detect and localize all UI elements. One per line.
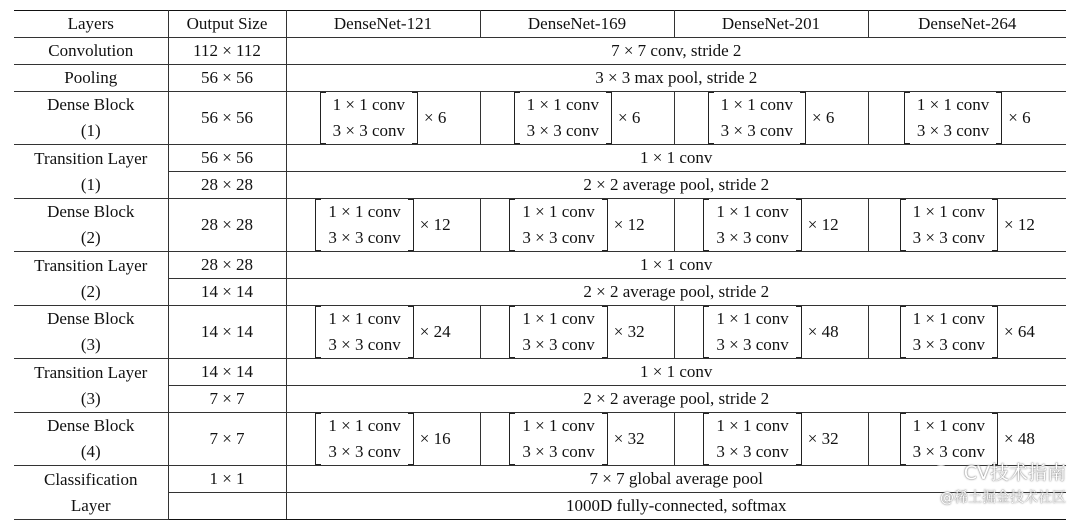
- conv-block: [315, 199, 450, 251]
- conv-bracket: [509, 199, 607, 251]
- conv-3x3: 3 × 3 conv: [522, 228, 595, 247]
- conv-bracket: [900, 306, 998, 358]
- watermark-sub: @稀土掘金技术社区: [940, 490, 1066, 506]
- row-dense-block-2: [14, 199, 1066, 252]
- dense-cell-169: [480, 92, 674, 145]
- conv-3x3: 3 × 3 conv: [716, 335, 789, 354]
- conv-bracket: [703, 199, 801, 251]
- conv-bracket: [514, 92, 612, 144]
- dense-cell-201: [674, 92, 868, 145]
- dense-cell-121: [286, 92, 480, 145]
- dense-cell-169: [480, 413, 674, 466]
- conv-1x1: 1 × 1 conv: [716, 416, 789, 435]
- dense-cell-201: [674, 413, 868, 466]
- conv-3x3: 3 × 3 conv: [912, 335, 986, 354]
- conv-1x1: 1 × 1 conv: [720, 95, 794, 114]
- output-size: [168, 493, 286, 520]
- output-size: 14 × 14: [168, 359, 286, 386]
- dense-cell-121: [286, 199, 480, 252]
- row-classification-b: [14, 493, 1066, 520]
- conv-bracket: [708, 92, 806, 144]
- conv-3x3: 3 × 3 conv: [522, 335, 595, 354]
- operation: 2 × 2 average pool, stride 2: [286, 172, 1066, 199]
- repeat-count: × 32: [613, 322, 645, 341]
- conv-block: [514, 92, 641, 144]
- conv-3x3: 3 × 3 conv: [916, 121, 990, 140]
- conv-block: [509, 199, 644, 251]
- conv-1x1: 1 × 1 conv: [526, 95, 600, 114]
- operation: 7 × 7 global average pool: [286, 466, 1066, 493]
- conv-1x1: 1 × 1 conv: [328, 309, 401, 328]
- repeat-count: × 6: [618, 108, 641, 127]
- repeat-count: × 32: [807, 429, 839, 448]
- repeat-count: × 6: [812, 108, 835, 127]
- conv-block: [315, 413, 450, 465]
- repeat-count: × 16: [419, 429, 451, 448]
- output-size: 28 × 28: [168, 172, 286, 199]
- layer-name: Transition Layer (1): [14, 145, 168, 199]
- header-layers: Layers: [14, 11, 168, 38]
- output-size: 14 × 14: [168, 279, 286, 306]
- operation: 2 × 2 average pool, stride 2: [286, 279, 1066, 306]
- watermark: [930, 458, 1066, 507]
- conv-1x1: 1 × 1 conv: [912, 309, 986, 328]
- repeat-count: × 64: [1004, 322, 1035, 341]
- conv-3x3: 3 × 3 conv: [912, 228, 986, 247]
- row-transition-2a: [14, 252, 1066, 279]
- output-size: 56 × 56: [168, 65, 286, 92]
- output-size: 28 × 28: [168, 199, 286, 252]
- operation: 1 × 1 conv: [286, 359, 1066, 386]
- row-convolution: [14, 38, 1066, 65]
- conv-bracket: [900, 199, 998, 251]
- output-size: 112 × 112: [168, 38, 286, 65]
- conv-block: [703, 306, 838, 358]
- conv-1x1: 1 × 1 conv: [332, 95, 406, 114]
- wechat-logo-icon: [930, 464, 960, 484]
- conv-3x3: 3 × 3 conv: [716, 442, 789, 461]
- repeat-count: × 24: [419, 322, 451, 341]
- output-size: 7 × 7: [168, 386, 286, 413]
- conv-3x3: 3 × 3 conv: [522, 442, 595, 461]
- conv-1x1: 1 × 1 conv: [522, 416, 595, 435]
- conv-bracket: [904, 92, 1002, 144]
- operation: 1 × 1 conv: [286, 252, 1066, 279]
- operation: 3 × 3 max pool, stride 2: [286, 65, 1066, 92]
- layer-name: Dense Block (2): [14, 199, 168, 252]
- repeat-count: × 48: [1004, 429, 1035, 448]
- conv-3x3: 3 × 3 conv: [720, 121, 794, 140]
- row-pooling: [14, 65, 1066, 92]
- header-densenet-201: DenseNet-201: [674, 11, 868, 38]
- conv-3x3: 3 × 3 conv: [328, 228, 401, 247]
- output-size: 28 × 28: [168, 252, 286, 279]
- dense-cell-264: [868, 199, 1066, 252]
- header-row: [14, 11, 1066, 38]
- row-transition-3b: [14, 386, 1066, 413]
- layer-name: Dense Block (3): [14, 306, 168, 359]
- conv-bracket: [315, 306, 413, 358]
- repeat-count: × 6: [424, 108, 447, 127]
- header-densenet-121: DenseNet-121: [286, 11, 480, 38]
- output-size: 56 × 56: [168, 145, 286, 172]
- output-size: 7 × 7: [168, 413, 286, 466]
- conv-block: [315, 306, 450, 358]
- dense-cell-201: [674, 306, 868, 359]
- row-transition-1b: [14, 172, 1066, 199]
- output-size: 1 × 1: [168, 466, 286, 493]
- conv-block: [904, 92, 1031, 144]
- layer-name: Dense Block (4): [14, 413, 168, 466]
- layer-name: Pooling: [14, 65, 168, 92]
- conv-block: [320, 92, 447, 144]
- conv-3x3: 3 × 3 conv: [912, 442, 986, 461]
- conv-block: [900, 306, 1035, 358]
- conv-3x3: 3 × 3 conv: [332, 121, 406, 140]
- repeat-count: × 32: [613, 429, 645, 448]
- layer-name: Classification Layer: [14, 466, 168, 520]
- dense-cell-121: [286, 413, 480, 466]
- conv-bracket: [509, 306, 607, 358]
- conv-3x3: 3 × 3 conv: [716, 228, 789, 247]
- conv-block: [703, 199, 838, 251]
- conv-1x1: 1 × 1 conv: [912, 202, 986, 221]
- layer-name: Transition Layer (2): [14, 252, 168, 306]
- conv-bracket: [703, 413, 801, 465]
- row-transition-2b: [14, 279, 1066, 306]
- operation: 1000D fully-connected, softmax: [286, 493, 1066, 520]
- repeat-count: × 12: [807, 215, 839, 234]
- row-dense-block-4: [14, 413, 1066, 466]
- dense-cell-169: [480, 199, 674, 252]
- conv-1x1: 1 × 1 conv: [912, 416, 986, 435]
- conv-3x3: 3 × 3 conv: [526, 121, 600, 140]
- layer-name: Transition Layer (3): [14, 359, 168, 413]
- conv-1x1: 1 × 1 conv: [716, 309, 789, 328]
- conv-3x3: 3 × 3 conv: [328, 442, 401, 461]
- operation: 2 × 2 average pool, stride 2: [286, 386, 1066, 413]
- conv-1x1: 1 × 1 conv: [916, 95, 990, 114]
- conv-1x1: 1 × 1 conv: [716, 202, 789, 221]
- conv-1x1: 1 × 1 conv: [522, 309, 595, 328]
- row-dense-block-1: [14, 92, 1066, 145]
- densenet-architecture-table: [14, 10, 1066, 520]
- header-output-size: Output Size: [168, 11, 286, 38]
- repeat-count: × 12: [419, 215, 451, 234]
- conv-block: [509, 306, 644, 358]
- conv-bracket: [509, 413, 607, 465]
- watermark-title: CV技术指南: [963, 462, 1066, 484]
- conv-1x1: 1 × 1 conv: [522, 202, 595, 221]
- repeat-count: × 12: [1004, 215, 1035, 234]
- conv-block: [509, 413, 644, 465]
- header-densenet-169: DenseNet-169: [480, 11, 674, 38]
- repeat-count: × 48: [807, 322, 839, 341]
- conv-1x1: 1 × 1 conv: [328, 416, 401, 435]
- row-dense-block-3: [14, 306, 1066, 359]
- dense-cell-121: [286, 306, 480, 359]
- row-transition-1a: [14, 145, 1066, 172]
- conv-1x1: 1 × 1 conv: [328, 202, 401, 221]
- row-classification-a: [14, 466, 1066, 493]
- conv-3x3: 3 × 3 conv: [328, 335, 401, 354]
- layer-name: Dense Block (1): [14, 92, 168, 145]
- output-size: 56 × 56: [168, 92, 286, 145]
- output-size: 14 × 14: [168, 306, 286, 359]
- conv-bracket: [315, 413, 413, 465]
- operation: 1 × 1 conv: [286, 145, 1066, 172]
- conv-block: [703, 413, 838, 465]
- conv-bracket: [703, 306, 801, 358]
- conv-bracket: [315, 199, 413, 251]
- dense-cell-169: [480, 306, 674, 359]
- operation: 7 × 7 conv, stride 2: [286, 38, 1066, 65]
- dense-cell-264: [868, 306, 1066, 359]
- repeat-count: × 6: [1008, 108, 1031, 127]
- repeat-count: × 12: [613, 215, 645, 234]
- dense-cell-201: [674, 199, 868, 252]
- dense-cell-264: [868, 92, 1066, 145]
- conv-bracket: [320, 92, 418, 144]
- conv-block: [708, 92, 835, 144]
- row-transition-3a: [14, 359, 1066, 386]
- layer-name: Convolution: [14, 38, 168, 65]
- header-densenet-264: DenseNet-264: [868, 11, 1066, 38]
- conv-block: [900, 199, 1035, 251]
